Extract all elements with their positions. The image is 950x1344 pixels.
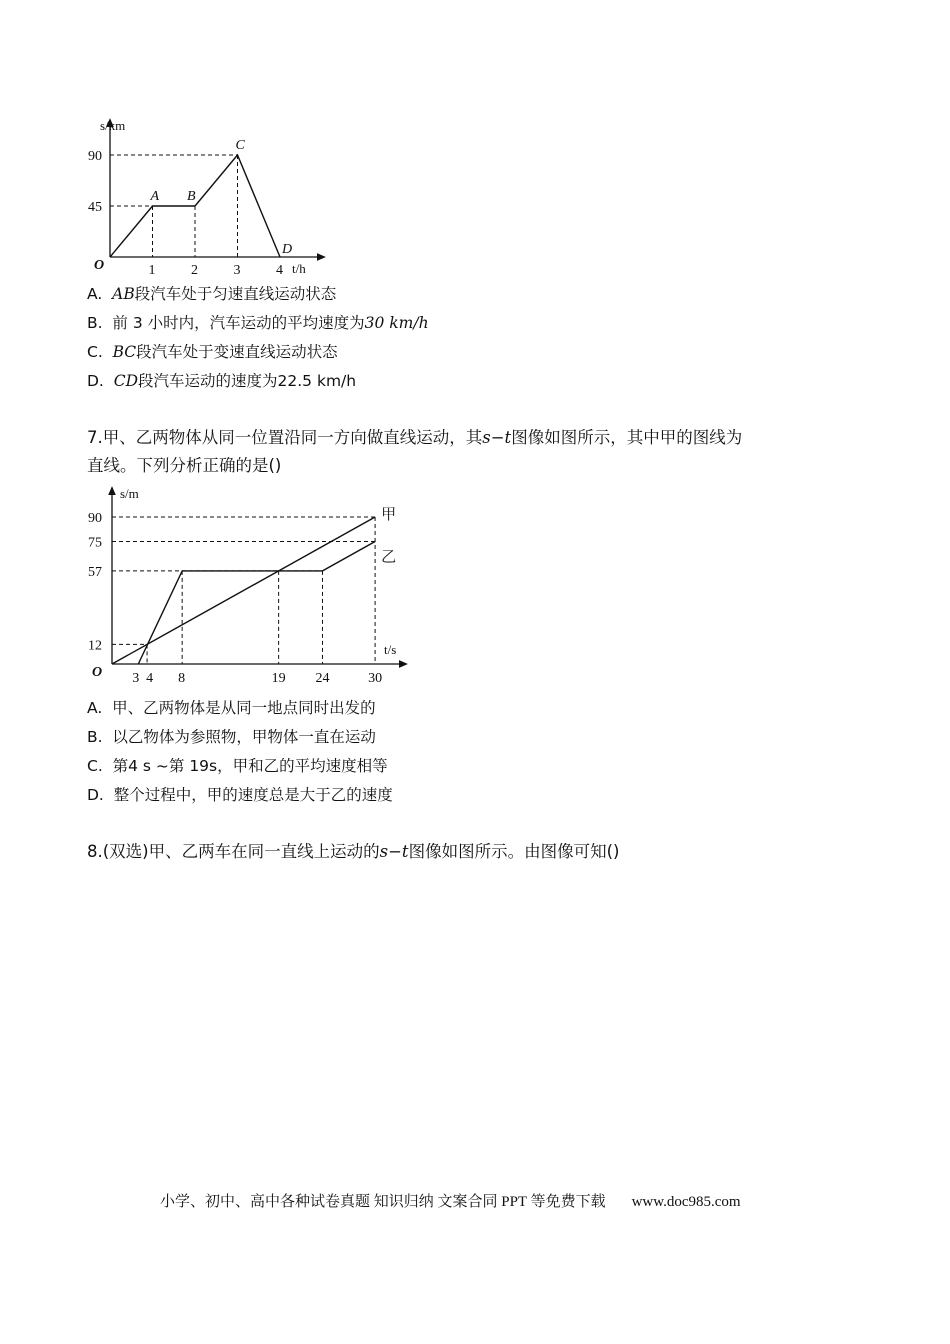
chart2-axes bbox=[112, 490, 404, 664]
chart1-y-tick: 90 bbox=[88, 149, 102, 164]
footer-text: 小学、初中、高中各种试卷真题 知识归纳 文案合同 PPT 等免费下载 bbox=[160, 1194, 606, 1210]
chart2-y-tick: 57 bbox=[88, 564, 102, 580]
footer bbox=[160, 1190, 741, 1211]
chart2-x-tick: 30 bbox=[368, 671, 383, 686]
chart2-series-label-yi: 乙 bbox=[381, 549, 397, 566]
chart2-x-label: t/s bbox=[384, 642, 397, 657]
chart1-origin: O bbox=[94, 258, 105, 273]
st-chart-1 bbox=[80, 110, 340, 280]
chart1-point-label: C bbox=[235, 138, 245, 153]
q8-stem: 8.(双选)甲、乙两车在同一直线上运动的s−t图像如图所示。由图像可知() bbox=[87, 842, 620, 861]
chart2-labels bbox=[88, 486, 396, 686]
st-chart-2 bbox=[80, 482, 420, 692]
q7-option-c: C. 第4 s ~第 19s，甲和乙的平均速度相等 bbox=[87, 757, 388, 775]
q7-stem-line-1: 7.甲、乙两物体从同一位置沿同一方向做直线运动，其s−t图像如图所示，其中甲的图线为 bbox=[87, 428, 743, 447]
chart2-y-tick: 90 bbox=[88, 511, 102, 526]
chart2-x-tick: 24 bbox=[315, 671, 330, 686]
chart1-labels bbox=[88, 118, 306, 278]
q6-option-b: B. 前 3 小时内，汽车运动的平均速度为30 km/h bbox=[87, 314, 429, 332]
chart1-x-tick: 4 bbox=[276, 263, 283, 278]
chart1-point-label: A bbox=[150, 189, 160, 204]
chart1-axes bbox=[110, 122, 322, 257]
chart2-series-jia bbox=[112, 517, 375, 664]
chart1-y-label: s/km bbox=[100, 118, 126, 133]
chart2-y-label: s/m bbox=[120, 486, 139, 501]
chart2-series-yi bbox=[138, 542, 375, 665]
chart2-x-tick: 3 bbox=[132, 671, 140, 686]
chart1-point-label: B bbox=[187, 189, 196, 204]
q6-option-c: C. BC段汽车处于变速直线运动状态 bbox=[87, 343, 338, 361]
chart2-y-tick: 12 bbox=[88, 638, 102, 654]
q7-option-b: B. 以乙物体为参照物，甲物体一直在运动 bbox=[87, 728, 376, 746]
chart2-series-label-jia: 甲 bbox=[381, 507, 397, 523]
chart2-origin: O bbox=[92, 665, 103, 680]
q7-option-d: D. 整个过程中，甲的速度总是大于乙的速度 bbox=[87, 786, 393, 804]
chart2-x-tick: 8 bbox=[178, 671, 186, 686]
q7-stem-line-2: 直线。下列分析正确的是() bbox=[87, 456, 282, 475]
q6-option-a: A. AB段汽车处于匀速直线运动状态 bbox=[87, 285, 337, 303]
chart1-point-label: D bbox=[282, 242, 293, 257]
chart1-y-tick: 45 bbox=[88, 200, 102, 215]
chart2-x-tick: 19 bbox=[271, 671, 286, 686]
chart1-x-tick: 3 bbox=[233, 263, 241, 278]
chart1-x-tick: 2 bbox=[191, 263, 198, 278]
chart2-x-tick: 4 bbox=[146, 671, 154, 686]
chart1-x-tick: 1 bbox=[148, 263, 156, 278]
chart2-series bbox=[112, 517, 375, 664]
q7-option-a: A. 甲、乙两物体是从同一地点同时出发的 bbox=[87, 699, 376, 717]
q6-option-d: D. CD段汽车运动的速度为22.5 km/h bbox=[87, 372, 357, 390]
chart2-y-tick: 75 bbox=[88, 535, 102, 551]
chart1-x-label: t/h bbox=[292, 261, 306, 276]
footer-site-link[interactable]: www.doc985.com bbox=[631, 1194, 741, 1210]
